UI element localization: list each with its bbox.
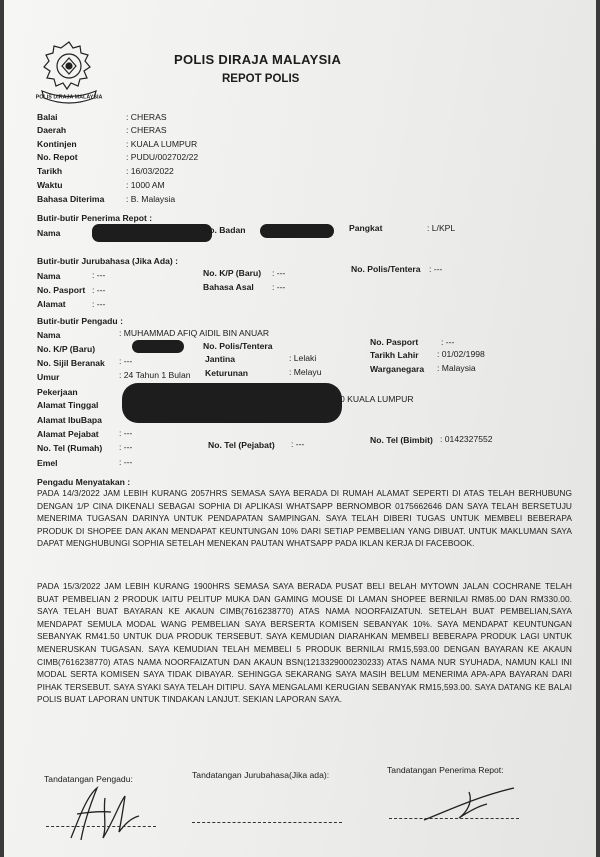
value-juru-alamat: : --- [92, 299, 106, 309]
label-jantina: Jantina [205, 354, 236, 364]
label-balai: Balai [37, 112, 58, 122]
value-juru-bahasa: : --- [272, 282, 286, 292]
label-juru-kp: No. K/P (Baru) [203, 268, 262, 278]
label-alamat-tinggal: Alamat Tinggal [37, 400, 99, 410]
label-tarikh: Tarikh [37, 166, 63, 176]
label-alamat-ibubapa: Alamat IbuBapa [37, 415, 102, 425]
value-tel-pejabat: : --- [291, 439, 305, 449]
label-kontinjen: Kontinjen [37, 139, 77, 149]
sig-label-jurubahasa: Tandatangan Jurubahasa(Jika ada): [192, 770, 330, 780]
label-tel-bimbit: No. Tel (Bimbit) [370, 435, 433, 445]
statement-heading: Pengadu Menyatakan : [37, 477, 131, 487]
org-title: POLIS DIRAJA MALAYSIA [174, 52, 342, 67]
label-pengadu-polis: No. Polis/Tentera [203, 341, 273, 351]
value-sijil: : --- [119, 356, 133, 366]
label-umur: Umur [37, 372, 60, 382]
section-penerima: Butir-butir Penerima Repot : [37, 213, 153, 223]
label-pengadu-nama: Nama [37, 330, 61, 340]
value-tarikh-lahir: : 01/02/1998 [437, 349, 485, 359]
label-juru-pasport: No. Pasport [37, 285, 86, 295]
label-waktu: Waktu [37, 180, 63, 190]
redaction-kp [132, 340, 184, 353]
label-tel-rumah: No. Tel (Rumah) [37, 443, 103, 453]
redaction-alamat [122, 383, 342, 423]
redaction-nama-penerima [92, 224, 212, 242]
police-crest-icon [34, 36, 104, 106]
label-no-repot: No. Repot [37, 152, 78, 162]
value-pengadu-pasport: : --- [441, 337, 455, 347]
value-jantina: : Lelaki [289, 353, 317, 363]
sig-line-pengadu [46, 826, 156, 827]
value-alamat-pejabat: : --- [119, 428, 133, 438]
sig-line-penerima [389, 818, 519, 819]
label-no-badan: No. Badan [203, 225, 246, 235]
logo-text: POLIS DIRAJA MALAYSIA [35, 94, 103, 101]
value-juru-pasport: : --- [92, 285, 106, 295]
label-pangkat: Pangkat [349, 223, 383, 233]
value-emel: : --- [119, 457, 133, 467]
value-juru-nama: : --- [92, 270, 106, 280]
section-pengadu: Butir-butir Pengadu : [37, 316, 123, 326]
label-juru-nama: Nama [37, 271, 61, 281]
label-pengadu-pasport: No. Pasport [370, 337, 419, 347]
label-pekerjaan: Pekerjaan [37, 387, 78, 397]
redaction-no-badan [260, 224, 334, 238]
value-waktu: : 1000 AM [126, 180, 165, 190]
label-tarikh-lahir: Tarikh Lahir [370, 350, 419, 360]
signature-penerima [419, 780, 519, 830]
sig-line-jurubahasa [192, 822, 342, 823]
value-pengadu-nama: : MUHAMMAD AFIQ AIDIL BIN ANUAR [119, 328, 270, 338]
value-warganegara: : Malaysia [437, 363, 476, 373]
statement-paragraph-1: PADA 14/3/2022 JAM LEBIH KURANG 2057HRS SEMASA SAYA BERADA DI RUMAH ALAMAT SEPERTI DI ATAS TELAH BERHUBUNG DENGAN 1/P CINA DIKENALI SEBAGAI SOPHIA DI APLIKASI WHATSAPP BERNOMBOR 0175662646 DAN SAYA TELAH BERSETUJU MENERIMA TUGASAN DARINYA UNTUK PENDAPATAN SAMPINGAN. SAYA TELAH DIBERI TUGAS UNTUK MEMBELI BEBERAPA PRODUK DI SHOPEE DAN AKAN MENDAPAT KEUNTUNGAN 10% DARI SETIAP PEMBELIAN YANG DIBUAT. UNTUK MAKLUMAN SAYA DAPAT MENGHUBUNGI SOPHIA SETELAH MENEKAN PAUTAN WHATSAPP PADA IKLAN KERJA DI FACEBOOK. [37, 488, 572, 549]
label-alamat-pejabat: Alamat Pejabat [37, 429, 99, 439]
value-keturunan: : Melayu [289, 367, 322, 377]
value-pangkat: : L/KPL [427, 223, 456, 233]
sig-label-pengadu: Tandatangan Pengadu: [44, 774, 133, 784]
label-juru-bahasa: Bahasa Asal [203, 282, 254, 292]
label-sijil: No. Sijil Beranak [37, 358, 105, 368]
value-no-repot: : PUDU/002702/22 [126, 152, 199, 162]
report-page [4, 0, 596, 857]
label-tel-pejabat: No. Tel (Pejabat) [208, 440, 275, 450]
label-emel: Emel [37, 458, 58, 468]
label-juru-polis: No. Polis/Tentera [351, 264, 421, 274]
value-juru-kp: : --- [272, 268, 286, 278]
value-juru-polis: : --- [429, 264, 443, 274]
label-keturunan: Keturunan [205, 368, 248, 378]
label-daerah: Daerah [37, 125, 67, 135]
value-tel-bimbit: : 0142327552 [440, 434, 493, 444]
value-bahasa: : B. Malaysia [126, 194, 176, 204]
value-daerah: : CHERAS [126, 125, 167, 135]
label-bahasa: Bahasa Diterima [37, 194, 105, 204]
value-umur: : 24 Tahun 1 Bulan [119, 370, 191, 380]
value-kontinjen: : KUALA LUMPUR [126, 139, 198, 149]
section-jurubahasa: Butir-butir Jurubahasa (Jika Ada) : [37, 256, 179, 266]
report-title: REPOT POLIS [222, 73, 300, 85]
value-tel-rumah: : --- [119, 442, 133, 452]
label-pengadu-kp: No. K/P (Baru) [37, 344, 96, 354]
label-juru-alamat: Alamat [37, 299, 66, 309]
value-tarikh: : 16/03/2022 [126, 166, 174, 176]
sig-label-penerima: Tandatangan Penerima Repot: [387, 765, 504, 775]
label-penerima-nama: Nama [37, 228, 61, 238]
signature-pengadu [59, 778, 149, 848]
statement-paragraph-2: PADA 15/3/2022 JAM LEBIH KURANG 1900HRS SEMASA SAYA BERADA PUSAT BELI BELAH MYTOWN JALAN COCHRANE TELAH BUAT PEMBELIAN 2 PRODUK IAITU PELITUP MUKA DAN GAMING MOUSE DI LAMAN SHOPEE BERNILAI RM85.00 DAN RM330.00. SAYA TELAH BUAT BAYARAN KE AKAUN CIMB(7616238770) ATAS NAMA NOORFAIZATUN. SETELAH BUAT PEMBELIAN,SAYA MENDAPAT SEMULA MODAL WANG PEMBELIAN SAYA BERSERTA KOMISEN SEBANYAK 10%. SAYA MENDAPAT KEUNTUNGAN SEBANYAK RM41.50 UNTUK DUA PRODUK TERSEBUT. SAYA KEMUDIAN DIARAHKAN MEMBELI BEBERAPA PRODUK LAGI UNTUK MENERUSKAN TUGASAN. SAYA KEMUDIAN TELAH MEMBELI 5 PRODUK BERNILAI RM15,593.00 DENGAN BAYARAN KE AKAUN CIMB(7616238770) ATAS NAMA NOORFAIZATUN DAN AKAUN BSN(1213329000230233) ATAS NAMA NUR SYUHADA, NAMUN KALI INI MODAL SERTA KOMISEN SAYA TIDAK DIBAYAR. SEHINGGA SEKARANG SAYA MASIH BELUM MENERIMA APA-APA BAYARAN DARI PIHAK TERSEBUT. SAYA SYAKI SAYA TELAH DITIPU. SAYA MENGALAMI KERUGIAN SEBANYAK RM15,593.00. SAYA DATANG KE BALAI POLIS BUAT LAPORAN UNTUK TINDAKAN LANJUT. SEKIAN LAPORAN SAYA. [37, 581, 572, 705]
value-balai: : CHERAS [126, 112, 167, 122]
value-alamat-tinggal-tail: 0 KUALA LUMPUR [340, 394, 414, 404]
label-warganegara: Warganegara [370, 364, 425, 374]
